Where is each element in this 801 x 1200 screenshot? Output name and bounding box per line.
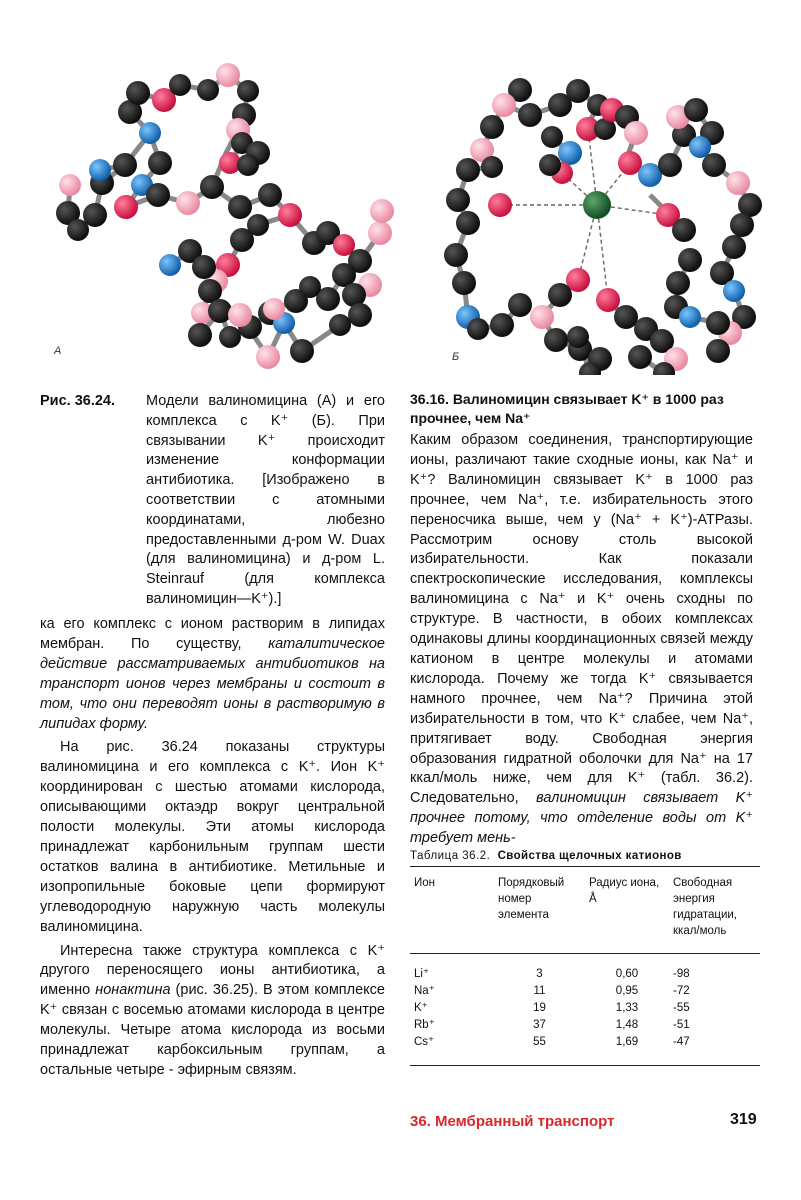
carbon-atom [126, 81, 150, 105]
radius-cell: 1,69 [615, 1036, 639, 1048]
carbon-atom [658, 153, 682, 177]
figure-caption [40, 392, 385, 610]
carbon-atom [176, 191, 200, 215]
carbon-atom [208, 299, 232, 323]
carbon-atom [723, 280, 745, 302]
column-header: Порядковый номер элемента [498, 877, 565, 921]
left-column [40, 615, 385, 1081]
atomic-number-cell: 37 [533, 1019, 546, 1031]
radius-cell: 1,48 [615, 1019, 639, 1031]
carbon-atom [530, 305, 554, 329]
oxygen-atom [596, 288, 620, 312]
carbon-atom [508, 293, 532, 317]
ion-cell: Cs⁺ [414, 1036, 435, 1048]
emphasis-text: валиномицин связывает K⁺ прочнее потому, что отделение воды от K⁺ требует мень- [410, 790, 754, 847]
carbon-atom [567, 326, 589, 348]
carbon-atom [219, 326, 241, 348]
paragraph: На рис. 36.24 показаны структуры валиномицина и его комплекса с K⁺. Ион K⁺ координирован с шестью атомами кислорода, описывающими октаэдр вокруг центральной полости молекулы. Эти атомы кислорода принадлежат карбонильным группам шести остатков валина в антибиотике. Метильные и изопропильные боковые цепи формируют углеводородную наружную часть молекулы валиномицина. [40, 739, 385, 935]
paragraph [40, 942, 385, 1081]
carbon-atom [539, 154, 561, 176]
carbon-atom [237, 80, 259, 102]
section-title: 36.16. Валиномицин связывает K⁺ в 1000 раз прочнее, чем Na⁺ [410, 391, 724, 426]
molecule-figure [30, 55, 775, 375]
caption-text: Модели валиномицина (А) и его комплекса с K⁺ (Б). При связывании K⁺ происходит изменение конформации антибиотика. [Изображено в соответствии с атомными координатами, любезно предоставленными д-ром W. Duax (для валиномицина) и д-ром L. Steinrauf (для комплекса валиномицин—K⁺).] [146, 393, 385, 607]
ion-cell: Rb⁺ [414, 1019, 435, 1031]
atomic-number-cell: 19 [533, 1002, 546, 1014]
carbon-atom [666, 271, 690, 295]
carbon-atom [258, 183, 282, 207]
carbon-atom [467, 318, 489, 340]
carbon-atom [456, 211, 480, 235]
carbon-atom [146, 183, 170, 207]
carbon-atom [192, 255, 216, 279]
hydration-energy-cell: -47 [673, 1036, 690, 1048]
carbon-atom [541, 126, 563, 148]
carbon-atom [368, 221, 392, 245]
paragraph [40, 615, 385, 734]
carbon-atom [228, 195, 252, 219]
valinomycin-models [30, 55, 775, 375]
oxygen-atom [488, 193, 512, 217]
figure-label-a: А [54, 345, 62, 357]
data-table [410, 866, 760, 1066]
carbon-atom [230, 228, 254, 252]
radius-cell: 0,60 [615, 968, 639, 980]
carbon-atom [614, 305, 638, 329]
carbon-atom [159, 254, 181, 276]
paragraph [410, 431, 753, 849]
carbon-atom [370, 199, 394, 223]
carbon-atom [722, 235, 746, 259]
carbon-atom [566, 79, 590, 103]
carbon-atom [228, 303, 252, 327]
carbon-atom [706, 311, 730, 335]
carbon-atom [672, 218, 696, 242]
carbon-atom [148, 151, 172, 175]
carbon-atom [689, 136, 711, 158]
paragraph-text: (рис. 36.25). В этом комплексе K⁺ связан с восемью атомами кислорода в центре молекулы. Четыре атома кислорода из восьми принадлежат карбоксильным группам, а остальные четыре - эфирным связям. [40, 982, 386, 1078]
chapter-title: 36. Мембранный транспорт [410, 1113, 615, 1130]
carbon-atom [726, 171, 750, 195]
carbon-atom [480, 115, 504, 139]
atomic-number-cell: 55 [533, 1036, 546, 1048]
carbon-atom [197, 79, 219, 101]
carbon-atom [444, 243, 468, 267]
caption-label: Рис. 36.24. [40, 393, 116, 409]
atomic-number-cell: 11 [533, 985, 546, 997]
potassium-ion [583, 191, 611, 219]
carbon-atom [59, 174, 81, 196]
figure-label-b: Б [452, 351, 460, 363]
oxygen-atom [278, 203, 302, 227]
carbon-atom [200, 175, 224, 199]
carbon-atom [216, 63, 240, 87]
paragraph-text: Каким образом соединения, транспортирующие ионы, различают такие сходные ионы, как Na⁺ и K⁺? Валиномицин связывает K⁺ в 1000 раз прочнее, чем Na⁺, т.е. избирательность этого переносчика выше, чем у (Na⁺ + K⁺)-АТРазы. Рассмотрим основу столь высокой избирательности. Как показали спектроскопические исследования, комплексы валиномицина с Na⁺ и K⁺ очень сходны по структуре. В частности, в обоих комплексах одинаковы длины координационных связей между катионом в центре молекулы и атомами кислорода. Почему же тогда K⁺ связывается намного прочнее, чем Na⁺? Причина этой избирательности в том, что K⁺ слабее, чем Na⁺, притягивает воду. Свободная энергия образования гидратной оболочки для Na⁺ на 17 ккал/моль ниже, чем для K⁺ (табл. 36.2). Следовательно, [410, 432, 753, 807]
carbon-atom [188, 323, 212, 347]
carbon-atom [113, 153, 137, 177]
column-header: Ион [414, 877, 436, 889]
carbon-atom [706, 339, 730, 363]
carbon-atom [83, 203, 107, 227]
carbon-atom [544, 328, 568, 352]
carbon-atom [492, 93, 516, 117]
carbon-atom [452, 271, 476, 295]
hydration-energy-cell: -98 [673, 968, 690, 980]
ion-cell: Na⁺ [414, 985, 435, 997]
nitrogen-atom [89, 159, 111, 181]
carbon-atom [446, 188, 470, 212]
model-b-atoms [444, 78, 762, 375]
ion-cell: K⁺ [414, 1002, 428, 1014]
ion-cell: Li⁺ [414, 968, 430, 980]
carbon-atom [684, 98, 708, 122]
carbon-atom [456, 158, 480, 182]
carbon-atom [702, 153, 726, 177]
paragraph-text: ка его комплекс с ионом растворим в липидах мембран. По существу, [40, 616, 385, 652]
carbon-atom [284, 289, 308, 313]
carbon-atom [256, 345, 280, 369]
atomic-number-cell: 3 [536, 968, 543, 980]
carbon-atom [237, 154, 259, 176]
carbon-atom [678, 248, 702, 272]
carbon-atom [290, 339, 314, 363]
carbon-atom [329, 314, 351, 336]
table-label: Таблица 36.2. [410, 850, 491, 862]
table-title: Свойства щелочных катионов [497, 850, 682, 862]
carbon-atom [558, 141, 582, 165]
carbon-atom [169, 74, 191, 96]
table-header-row [410, 867, 760, 954]
carbon-atom [679, 306, 701, 328]
cations-table [410, 866, 760, 1066]
hydration-energy-cell: -51 [673, 1019, 690, 1031]
carbon-atom [628, 345, 652, 369]
radius-cell: 1,33 [615, 1002, 639, 1014]
paragraph-text: Интересна также структура комплекса с K⁺ другого переносящего ионы антибиотика, а именно [40, 942, 385, 999]
carbon-atom [490, 313, 514, 337]
table-row [410, 983, 760, 1000]
emphasis-text: каталитическое действие рассматриваемых антибиотиков на транспорт ионов через мембраны и состоит в том, что они переводят ионы в растворимую в липидах форму. [40, 635, 385, 732]
emphasis-text: нонактина [95, 982, 171, 999]
column-header: Радиус иона, Å [589, 877, 660, 905]
oxygen-atom [114, 195, 138, 219]
table-row [410, 1034, 760, 1066]
table-caption [410, 850, 682, 862]
oxygen-atom [618, 151, 642, 175]
hydration-energy-cell: -55 [673, 1002, 690, 1014]
carbon-atom [518, 103, 542, 127]
table-row [410, 954, 760, 984]
carbon-atom [139, 122, 161, 144]
page-number: 319 [730, 1111, 757, 1128]
carbon-atom [624, 121, 648, 145]
carbon-atom [730, 213, 754, 237]
carbon-atom [263, 298, 285, 320]
radius-cell: 0,95 [615, 985, 639, 997]
column-header: Свободная энергия гидратации, ккал/моль [673, 877, 738, 937]
right-column [410, 390, 753, 849]
carbon-atom [548, 283, 572, 307]
carbon-atom [481, 156, 503, 178]
table-row [410, 1017, 760, 1034]
hydration-energy-cell: -72 [673, 985, 690, 997]
table-row [410, 1000, 760, 1017]
carbon-atom [348, 303, 372, 327]
